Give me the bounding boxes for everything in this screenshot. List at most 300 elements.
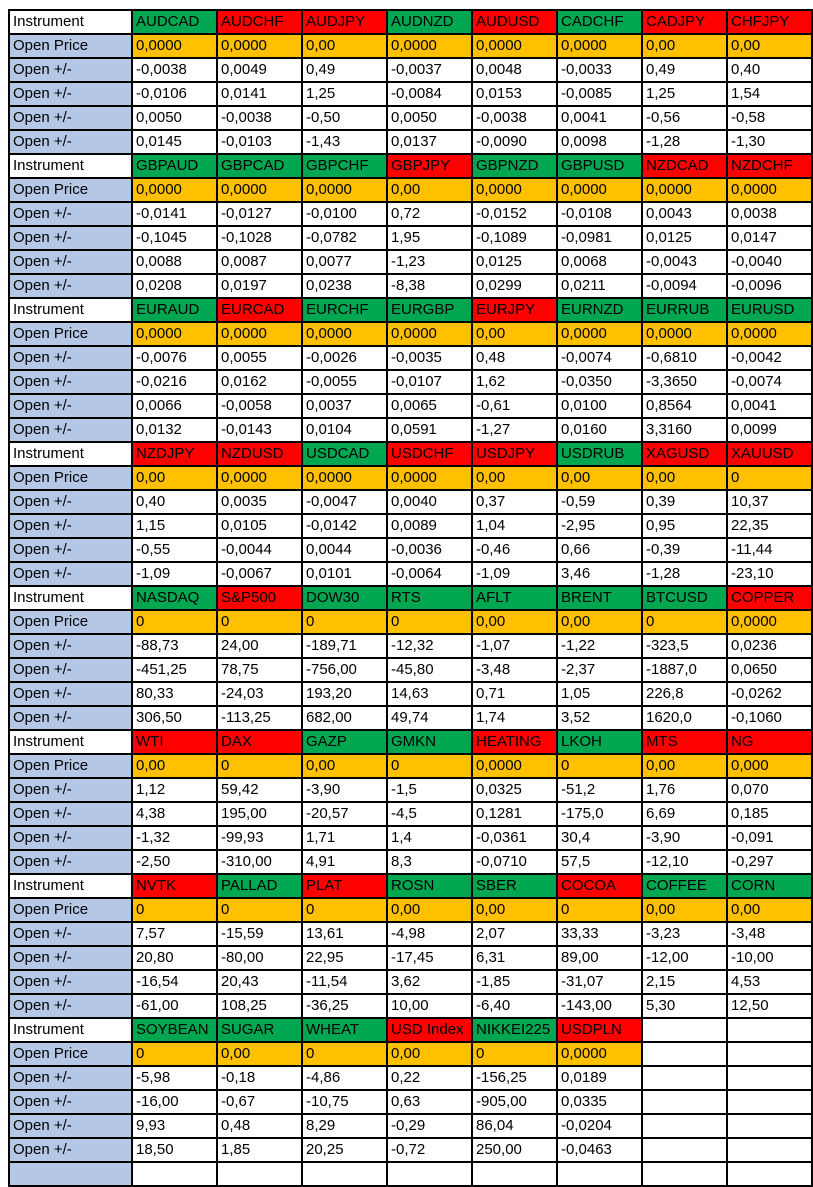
- value-cell[interactable]: 1,05: [557, 682, 642, 706]
- value-cell[interactable]: 5,30: [642, 994, 727, 1018]
- value-cell[interactable]: -0,0204: [557, 1114, 642, 1138]
- value-cell[interactable]: -0,1060: [727, 706, 812, 730]
- value-cell[interactable]: 0,49: [302, 58, 387, 82]
- row-label-open-change[interactable]: Open +/-: [9, 970, 132, 994]
- row-label-open-change[interactable]: Open +/-: [9, 778, 132, 802]
- instrument-header-cell[interactable]: SOYBEAN: [132, 1018, 217, 1042]
- row-label-open-price[interactable]: Open Price: [9, 322, 132, 346]
- instrument-header-cell[interactable]: AUDCHF: [217, 10, 302, 34]
- value-cell[interactable]: 1620,0: [642, 706, 727, 730]
- value-cell[interactable]: -0,0085: [557, 82, 642, 106]
- open-price-cell[interactable]: 0,0000: [132, 322, 217, 346]
- value-cell[interactable]: 0,0104: [302, 418, 387, 442]
- open-price-cell[interactable]: 0,0000: [642, 178, 727, 202]
- instrument-header-cell[interactable]: GBPCHF: [302, 154, 387, 178]
- value-cell[interactable]: -88,73: [132, 634, 217, 658]
- value-cell[interactable]: -0,0103: [217, 130, 302, 154]
- row-label-open-price[interactable]: Open Price: [9, 178, 132, 202]
- value-cell[interactable]: -99,93: [217, 826, 302, 850]
- open-price-cell[interactable]: 0,00: [132, 754, 217, 778]
- row-label-open-change[interactable]: Open +/-: [9, 370, 132, 394]
- value-cell[interactable]: 1,15: [132, 514, 217, 538]
- instrument-header-cell[interactable]: GBPAUD: [132, 154, 217, 178]
- value-cell[interactable]: 1,12: [132, 778, 217, 802]
- value-cell[interactable]: 3,46: [557, 562, 642, 586]
- instrument-header-cell[interactable]: S&P500: [217, 586, 302, 610]
- instrument-header-cell[interactable]: USDCAD: [302, 442, 387, 466]
- open-price-cell[interactable]: 0,00: [472, 898, 557, 922]
- open-price-cell[interactable]: 0: [302, 898, 387, 922]
- row-label-open-change[interactable]: Open +/-: [9, 274, 132, 298]
- value-cell[interactable]: 0,8564: [642, 394, 727, 418]
- open-price-cell[interactable]: 0,0000: [557, 178, 642, 202]
- value-cell[interactable]: 306,50: [132, 706, 217, 730]
- row-label-open-change[interactable]: Open +/-: [9, 346, 132, 370]
- instrument-header-cell[interactable]: COPPER: [727, 586, 812, 610]
- value-cell[interactable]: -0,0074: [557, 346, 642, 370]
- value-cell[interactable]: 1,4: [387, 826, 472, 850]
- value-cell[interactable]: -756,00: [302, 658, 387, 682]
- open-price-cell[interactable]: 0: [302, 1042, 387, 1066]
- row-label-open-change[interactable]: Open +/-: [9, 1066, 132, 1090]
- open-price-cell[interactable]: 0,00: [217, 1042, 302, 1066]
- instrument-header-cell[interactable]: PALLAD: [217, 874, 302, 898]
- value-cell[interactable]: -0,0074: [727, 370, 812, 394]
- value-cell[interactable]: 0,0160: [557, 418, 642, 442]
- row-label-instrument[interactable]: Instrument: [9, 586, 132, 610]
- row-label-open-change[interactable]: Open +/-: [9, 82, 132, 106]
- value-cell[interactable]: -0,1045: [132, 226, 217, 250]
- value-cell[interactable]: 13,61: [302, 922, 387, 946]
- instrument-header-cell[interactable]: SUGAR: [217, 1018, 302, 1042]
- value-cell[interactable]: -0,0141: [132, 202, 217, 226]
- instrument-header-cell[interactable]: WTI: [132, 730, 217, 754]
- open-price-cell[interactable]: 0,0000: [472, 754, 557, 778]
- value-cell[interactable]: -0,0044: [217, 538, 302, 562]
- open-price-cell[interactable]: 0,0000: [217, 34, 302, 58]
- value-cell[interactable]: -3,90: [302, 778, 387, 802]
- value-cell[interactable]: 0,0101: [302, 562, 387, 586]
- value-cell[interactable]: -12,10: [642, 850, 727, 874]
- open-price-cell[interactable]: 0,00: [387, 178, 472, 202]
- instrument-header-cell[interactable]: EURUSD: [727, 298, 812, 322]
- value-cell[interactable]: 0,0087: [217, 250, 302, 274]
- row-label-open-price[interactable]: Open Price: [9, 466, 132, 490]
- value-cell[interactable]: 0,0125: [472, 250, 557, 274]
- value-cell[interactable]: -1,85: [472, 970, 557, 994]
- value-cell[interactable]: 1,54: [727, 82, 812, 106]
- value-cell[interactable]: -310,00: [217, 850, 302, 874]
- row-label-instrument[interactable]: Instrument: [9, 874, 132, 898]
- value-cell[interactable]: -0,72: [387, 1138, 472, 1162]
- value-cell[interactable]: 0,66: [557, 538, 642, 562]
- value-cell[interactable]: -1,28: [642, 130, 727, 154]
- value-cell[interactable]: 20,80: [132, 946, 217, 970]
- value-cell[interactable]: 0,0147: [727, 226, 812, 250]
- value-cell[interactable]: -4,98: [387, 922, 472, 946]
- value-cell[interactable]: -2,95: [557, 514, 642, 538]
- value-cell[interactable]: -12,32: [387, 634, 472, 658]
- open-price-cell[interactable]: 0: [132, 898, 217, 922]
- instrument-header-cell[interactable]: NZDCAD: [642, 154, 727, 178]
- value-cell[interactable]: 0,0208: [132, 274, 217, 298]
- value-cell[interactable]: -10,75: [302, 1090, 387, 1114]
- value-cell[interactable]: -0,56: [642, 106, 727, 130]
- row-label-instrument[interactable]: Instrument: [9, 730, 132, 754]
- instrument-header-cell[interactable]: ROSN: [387, 874, 472, 898]
- value-cell[interactable]: -1,30: [727, 130, 812, 154]
- instrument-header-cell[interactable]: NASDAQ: [132, 586, 217, 610]
- value-cell[interactable]: -0,0152: [472, 202, 557, 226]
- value-cell[interactable]: -3,23: [642, 922, 727, 946]
- instrument-header-cell[interactable]: GBPCAD: [217, 154, 302, 178]
- value-cell[interactable]: -24,03: [217, 682, 302, 706]
- open-price-cell[interactable]: 0: [387, 610, 472, 634]
- row-label-instrument[interactable]: Instrument: [9, 1018, 132, 1042]
- value-cell[interactable]: -0,58: [727, 106, 812, 130]
- instrument-header-cell[interactable]: NZDCHF: [727, 154, 812, 178]
- row-label-instrument[interactable]: Instrument: [9, 442, 132, 466]
- open-price-cell[interactable]: 0,0000: [557, 1042, 642, 1066]
- open-price-cell[interactable]: 0,0000: [727, 178, 812, 202]
- value-cell[interactable]: 0,0125: [642, 226, 727, 250]
- instrument-header-cell[interactable]: EURCAD: [217, 298, 302, 322]
- row-label-open-change[interactable]: Open +/-: [9, 1138, 132, 1162]
- instrument-header-cell[interactable]: PLAT: [302, 874, 387, 898]
- value-cell[interactable]: -1,32: [132, 826, 217, 850]
- value-cell[interactable]: 1,04: [472, 514, 557, 538]
- value-cell[interactable]: 0,1281: [472, 802, 557, 826]
- value-cell[interactable]: 80,33: [132, 682, 217, 706]
- value-cell[interactable]: 108,25: [217, 994, 302, 1018]
- instrument-header-cell[interactable]: CHFJPY: [727, 10, 812, 34]
- value-cell[interactable]: -0,0127: [217, 202, 302, 226]
- instrument-header-cell[interactable]: GBPNZD: [472, 154, 557, 178]
- value-cell[interactable]: 10,37: [727, 490, 812, 514]
- value-cell[interactable]: 33,33: [557, 922, 642, 946]
- open-price-cell[interactable]: 0: [132, 1042, 217, 1066]
- value-cell[interactable]: 1,85: [217, 1138, 302, 1162]
- row-label-open-change[interactable]: Open +/-: [9, 994, 132, 1018]
- instrument-header-cell[interactable]: DOW30: [302, 586, 387, 610]
- row-label-open-change[interactable]: Open +/-: [9, 106, 132, 130]
- value-cell[interactable]: -0,0216: [132, 370, 217, 394]
- value-cell[interactable]: -31,07: [557, 970, 642, 994]
- value-cell[interactable]: 0,0335: [557, 1090, 642, 1114]
- value-cell[interactable]: 0,0238: [302, 274, 387, 298]
- row-label-open-change[interactable]: Open +/-: [9, 538, 132, 562]
- value-cell[interactable]: -23,10: [727, 562, 812, 586]
- open-price-cell[interactable]: 0,0000: [727, 322, 812, 346]
- value-cell[interactable]: 4,38: [132, 802, 217, 826]
- row-label-open-change[interactable]: Open +/-: [9, 226, 132, 250]
- value-cell[interactable]: 0,40: [727, 58, 812, 82]
- value-cell[interactable]: -51,2: [557, 778, 642, 802]
- value-cell[interactable]: -1,23: [387, 250, 472, 274]
- row-label-open-change[interactable]: Open +/-: [9, 1090, 132, 1114]
- open-price-cell[interactable]: 0: [557, 898, 642, 922]
- row-label-open-change[interactable]: Open +/-: [9, 202, 132, 226]
- open-price-cell[interactable]: 0,0000: [217, 322, 302, 346]
- value-cell[interactable]: 1,74: [472, 706, 557, 730]
- value-cell[interactable]: 4,53: [727, 970, 812, 994]
- value-cell[interactable]: -3,90: [642, 826, 727, 850]
- value-cell[interactable]: -1,27: [472, 418, 557, 442]
- value-cell[interactable]: -36,25: [302, 994, 387, 1018]
- value-cell[interactable]: -1,43: [302, 130, 387, 154]
- value-cell[interactable]: 0,0325: [472, 778, 557, 802]
- value-cell[interactable]: -0,0350: [557, 370, 642, 394]
- value-cell[interactable]: -1,07: [472, 634, 557, 658]
- value-cell[interactable]: -5,98: [132, 1066, 217, 1090]
- value-cell[interactable]: 193,20: [302, 682, 387, 706]
- row-label-open-change[interactable]: Open +/-: [9, 922, 132, 946]
- instrument-header-cell[interactable]: AUDJPY: [302, 10, 387, 34]
- value-cell[interactable]: -16,54: [132, 970, 217, 994]
- value-cell[interactable]: -0,0463: [557, 1138, 642, 1162]
- open-price-cell[interactable]: 0: [387, 754, 472, 778]
- open-price-cell[interactable]: 0,00: [557, 610, 642, 634]
- instrument-header-cell[interactable]: CADJPY: [642, 10, 727, 34]
- value-cell[interactable]: 1,25: [642, 82, 727, 106]
- value-cell[interactable]: -0,0084: [387, 82, 472, 106]
- value-cell[interactable]: 0,0211: [557, 274, 642, 298]
- value-cell[interactable]: -0,1028: [217, 226, 302, 250]
- value-cell[interactable]: 0,0077: [302, 250, 387, 274]
- value-cell[interactable]: -0,67: [217, 1090, 302, 1114]
- value-cell[interactable]: -12,00: [642, 946, 727, 970]
- value-cell[interactable]: -0,0262: [727, 682, 812, 706]
- value-cell[interactable]: 2,15: [642, 970, 727, 994]
- open-price-cell[interactable]: 0,00: [727, 34, 812, 58]
- value-cell[interactable]: -0,0043: [642, 250, 727, 274]
- value-cell[interactable]: 0,0132: [132, 418, 217, 442]
- value-cell[interactable]: 0,0098: [557, 130, 642, 154]
- row-label-open-change[interactable]: Open +/-: [9, 946, 132, 970]
- open-price-cell[interactable]: 0,00: [642, 898, 727, 922]
- value-cell[interactable]: -2,50: [132, 850, 217, 874]
- value-cell[interactable]: 0,0100: [557, 394, 642, 418]
- value-cell[interactable]: 0,0048: [472, 58, 557, 82]
- value-cell[interactable]: -1,5: [387, 778, 472, 802]
- open-price-cell[interactable]: 0,00: [132, 466, 217, 490]
- open-price-cell[interactable]: 0: [217, 610, 302, 634]
- value-cell[interactable]: -0,0047: [302, 490, 387, 514]
- value-cell[interactable]: 0,0041: [557, 106, 642, 130]
- value-cell[interactable]: 195,00: [217, 802, 302, 826]
- value-cell[interactable]: -0,0143: [217, 418, 302, 442]
- open-price-cell[interactable]: 0,00: [557, 466, 642, 490]
- value-cell[interactable]: 0,0043: [642, 202, 727, 226]
- value-cell[interactable]: -0,0096: [727, 274, 812, 298]
- row-label-open-change[interactable]: Open +/-: [9, 658, 132, 682]
- value-cell[interactable]: 6,69: [642, 802, 727, 826]
- open-price-cell[interactable]: 0,00: [642, 34, 727, 58]
- value-cell[interactable]: -0,0038: [217, 106, 302, 130]
- value-cell[interactable]: 250,00: [472, 1138, 557, 1162]
- row-label-open-change[interactable]: Open +/-: [9, 826, 132, 850]
- value-cell[interactable]: 59,42: [217, 778, 302, 802]
- open-price-cell[interactable]: 0,00: [387, 1042, 472, 1066]
- instrument-header-cell[interactable]: USDPLN: [557, 1018, 642, 1042]
- instrument-header-cell[interactable]: RTS: [387, 586, 472, 610]
- value-cell[interactable]: -0,0037: [387, 58, 472, 82]
- value-cell[interactable]: 0,0035: [217, 490, 302, 514]
- value-cell[interactable]: -0,29: [387, 1114, 472, 1138]
- value-cell[interactable]: 0,40: [132, 490, 217, 514]
- value-cell[interactable]: -0,0035: [387, 346, 472, 370]
- value-cell[interactable]: 0,0044: [302, 538, 387, 562]
- value-cell[interactable]: -45,80: [387, 658, 472, 682]
- open-price-cell[interactable]: 0,0000: [132, 34, 217, 58]
- instrument-header-cell[interactable]: NIKKEI225: [472, 1018, 557, 1042]
- open-price-cell[interactable]: 0,00: [642, 754, 727, 778]
- instrument-header-cell[interactable]: EURCHF: [302, 298, 387, 322]
- value-cell[interactable]: 22,95: [302, 946, 387, 970]
- value-cell[interactable]: 10,00: [387, 994, 472, 1018]
- row-label-open-change[interactable]: Open +/-: [9, 514, 132, 538]
- instrument-header-cell[interactable]: NZDJPY: [132, 442, 217, 466]
- instrument-header-cell[interactable]: SBER: [472, 874, 557, 898]
- value-cell[interactable]: -0,1089: [472, 226, 557, 250]
- value-cell[interactable]: -0,0361: [472, 826, 557, 850]
- value-cell[interactable]: 7,57: [132, 922, 217, 946]
- value-cell[interactable]: -0,0100: [302, 202, 387, 226]
- instrument-header-cell[interactable]: USDRUB: [557, 442, 642, 466]
- value-cell[interactable]: 57,5: [557, 850, 642, 874]
- value-cell[interactable]: 0,63: [387, 1090, 472, 1114]
- value-cell[interactable]: -0,50: [302, 106, 387, 130]
- instrument-header-cell[interactable]: COFFEE: [642, 874, 727, 898]
- row-label-open-change[interactable]: Open +/-: [9, 58, 132, 82]
- value-cell[interactable]: 12,50: [727, 994, 812, 1018]
- value-cell[interactable]: -3,48: [472, 658, 557, 682]
- value-cell[interactable]: -0,0042: [727, 346, 812, 370]
- value-cell[interactable]: 0,0040: [387, 490, 472, 514]
- value-cell[interactable]: 0,0236: [727, 634, 812, 658]
- value-cell[interactable]: 1,76: [642, 778, 727, 802]
- value-cell[interactable]: 78,75: [217, 658, 302, 682]
- open-price-cell[interactable]: 0,0000: [302, 178, 387, 202]
- value-cell[interactable]: -17,45: [387, 946, 472, 970]
- instrument-header-cell[interactable]: EURJPY: [472, 298, 557, 322]
- value-cell[interactable]: -0,59: [557, 490, 642, 514]
- value-cell[interactable]: 0,48: [472, 346, 557, 370]
- value-cell[interactable]: 0,0066: [132, 394, 217, 418]
- value-cell[interactable]: -1,09: [472, 562, 557, 586]
- value-cell[interactable]: 0,39: [642, 490, 727, 514]
- instrument-header-cell[interactable]: USDJPY: [472, 442, 557, 466]
- instrument-header-cell[interactable]: EURAUD: [132, 298, 217, 322]
- open-price-cell[interactable]: 0,00: [302, 754, 387, 778]
- value-cell[interactable]: 0,37: [472, 490, 557, 514]
- open-price-cell[interactable]: 0,0000: [727, 610, 812, 634]
- value-cell[interactable]: 0,0099: [727, 418, 812, 442]
- value-cell[interactable]: 0,0088: [132, 250, 217, 274]
- value-cell[interactable]: 0,0591: [387, 418, 472, 442]
- open-price-cell[interactable]: 0,0000: [642, 322, 727, 346]
- value-cell[interactable]: -0,39: [642, 538, 727, 562]
- value-cell[interactable]: -0,0058: [217, 394, 302, 418]
- open-price-cell[interactable]: 0,00: [472, 466, 557, 490]
- instrument-header-cell[interactable]: AUDNZD: [387, 10, 472, 34]
- row-label-open-change[interactable]: Open +/-: [9, 1114, 132, 1138]
- value-cell[interactable]: -8,38: [387, 274, 472, 298]
- value-cell[interactable]: 0,72: [387, 202, 472, 226]
- value-cell[interactable]: -0,0038: [472, 106, 557, 130]
- open-price-cell[interactable]: 0: [217, 754, 302, 778]
- value-cell[interactable]: 0,0050: [387, 106, 472, 130]
- value-cell[interactable]: 0,0197: [217, 274, 302, 298]
- value-cell[interactable]: -61,00: [132, 994, 217, 1018]
- value-cell[interactable]: 0,0050: [132, 106, 217, 130]
- value-cell[interactable]: 0,0105: [217, 514, 302, 538]
- instrument-header-cell[interactable]: MTS: [642, 730, 727, 754]
- open-price-cell[interactable]: 0: [132, 610, 217, 634]
- value-cell[interactable]: -143,00: [557, 994, 642, 1018]
- value-cell[interactable]: 0,0137: [387, 130, 472, 154]
- value-cell[interactable]: -0,0036: [387, 538, 472, 562]
- row-label-open-change[interactable]: Open +/-: [9, 490, 132, 514]
- open-price-cell[interactable]: 0: [302, 610, 387, 634]
- value-cell[interactable]: -0,0108: [557, 202, 642, 226]
- open-price-cell[interactable]: 0,0000: [387, 34, 472, 58]
- value-cell[interactable]: 2,07: [472, 922, 557, 946]
- value-cell[interactable]: -0,0094: [642, 274, 727, 298]
- open-price-cell[interactable]: 0,00: [302, 34, 387, 58]
- value-cell[interactable]: -4,5: [387, 802, 472, 826]
- value-cell[interactable]: 9,93: [132, 1114, 217, 1138]
- value-cell[interactable]: 0,0037: [302, 394, 387, 418]
- value-cell[interactable]: 49,74: [387, 706, 472, 730]
- value-cell[interactable]: -0,0040: [727, 250, 812, 274]
- open-price-cell[interactable]: 0,00: [387, 898, 472, 922]
- value-cell[interactable]: -451,25: [132, 658, 217, 682]
- row-label-open-change[interactable]: Open +/-: [9, 634, 132, 658]
- value-cell[interactable]: 0,71: [472, 682, 557, 706]
- instrument-header-cell[interactable]: EURNZD: [557, 298, 642, 322]
- value-cell[interactable]: -113,25: [217, 706, 302, 730]
- open-price-cell[interactable]: 0: [557, 754, 642, 778]
- instrument-header-cell[interactable]: BRENT: [557, 586, 642, 610]
- instrument-header-cell[interactable]: NG: [727, 730, 812, 754]
- row-label-open-change[interactable]: Open +/-: [9, 802, 132, 826]
- value-cell[interactable]: 86,04: [472, 1114, 557, 1138]
- value-cell[interactable]: 0,0650: [727, 658, 812, 682]
- instrument-header-cell[interactable]: EURGBP: [387, 298, 472, 322]
- row-label-open-change[interactable]: Open +/-: [9, 706, 132, 730]
- value-cell[interactable]: -11,44: [727, 538, 812, 562]
- value-cell[interactable]: -189,71: [302, 634, 387, 658]
- value-cell[interactable]: 0,0145: [132, 130, 217, 154]
- value-cell[interactable]: -0,18: [217, 1066, 302, 1090]
- value-cell[interactable]: 3,3160: [642, 418, 727, 442]
- instrument-header-cell[interactable]: AUDUSD: [472, 10, 557, 34]
- value-cell[interactable]: -0,0067: [217, 562, 302, 586]
- row-label-open-price[interactable]: Open Price: [9, 898, 132, 922]
- value-cell[interactable]: -0,0090: [472, 130, 557, 154]
- value-cell[interactable]: -6,40: [472, 994, 557, 1018]
- value-cell[interactable]: -0,0107: [387, 370, 472, 394]
- instrument-header-cell[interactable]: CADCHF: [557, 10, 642, 34]
- value-cell[interactable]: -80,00: [217, 946, 302, 970]
- value-cell[interactable]: -156,25: [472, 1066, 557, 1090]
- value-cell[interactable]: 3,52: [557, 706, 642, 730]
- value-cell[interactable]: -0,0981: [557, 226, 642, 250]
- row-label-instrument[interactable]: Instrument: [9, 154, 132, 178]
- open-price-cell[interactable]: 0,0000: [217, 466, 302, 490]
- value-cell[interactable]: -0,6810: [642, 346, 727, 370]
